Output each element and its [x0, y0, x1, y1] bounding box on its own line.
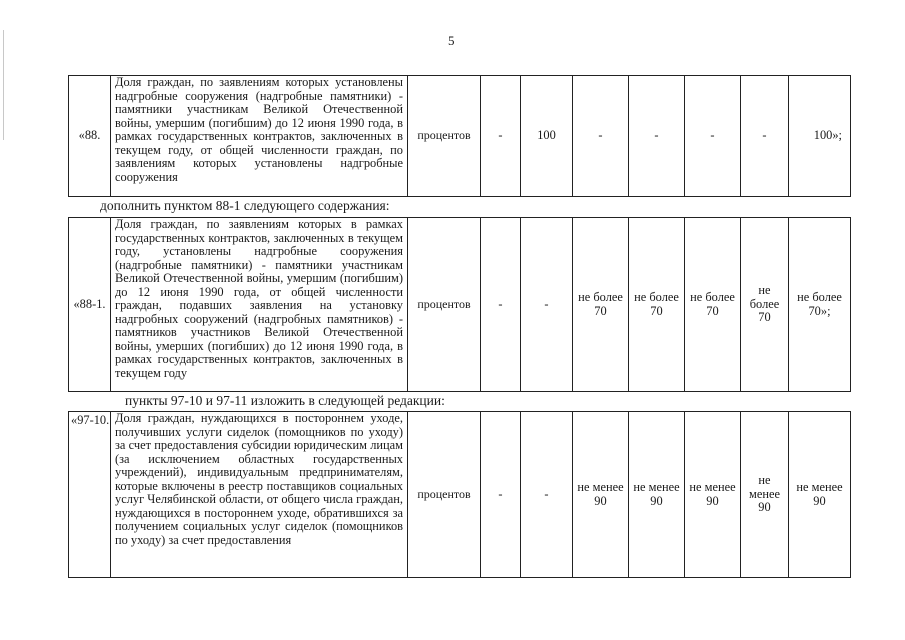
value-cell: -: [481, 412, 521, 578]
instruction-restate-items: пункты 97-10 и 97-11 изложить в следующей редакции:: [125, 393, 445, 408]
table-row: [69, 218, 851, 392]
value-cell: не более 70: [741, 218, 789, 392]
value-cell: не менее 90: [573, 412, 629, 578]
indicator-description: Доля граждан, по заявлениям которых установлены надгробные сооружения (надгробные памятники) - памятники участникам Великой Отечественной войны, умершим (погибшим) до 12 июня 1990 года, в рамках государственных контрактов, заключенных в текущем году, от общей численности граждан, по заявлениям которых установлены надгробные сооружения: [111, 76, 408, 197]
value-cell: 100»;: [789, 76, 851, 197]
value-cell: не более 70: [573, 218, 629, 392]
item-number: «97-10.: [69, 412, 111, 578]
indicator-table-row-88: [68, 75, 851, 197]
value-cell: -: [741, 76, 789, 197]
value-cell: не менее 90: [741, 412, 789, 578]
margin-line: [3, 30, 4, 140]
value-cell: -: [481, 218, 521, 392]
value-cell: не более 70: [629, 218, 685, 392]
instruction-add-item: дополнить пунктом 88-1 следующего содержания:: [100, 198, 390, 213]
indicator-description: Доля граждан, нуждающихся в постороннем уходе, получивших услуги сиделок (помощников по уходу) за счет предоставления субсидии юридическим лицам (за исключением областных государственных учреждений), индивидуальным предпринимателям, которые включены в реестр поставщиков социальных услуг Челябинской области, от общего числа граждан, нуждающихся в постороннем уходе, обратившихся за получением социальных услуг сиделок (помощников по уходу) за счет предоставления: [111, 412, 408, 578]
table-row: [69, 412, 851, 578]
value-cell: -: [521, 218, 573, 392]
indicator-description: Доля граждан, по заявлениям которых в рамках государственных контрактов, заключенных в текущем году, установлены надгробные сооружения (надгробные памятники) - памятники участникам Великой Отечественной войны, умершим (погибшим) до 12 июня 1990 года, от общей численности граждан, подавших заявления на установку надгробных сооружений (надгробных памятников) - памятников участников Великой Отечественной войны, умерших (погибших) до 12 июня 1990 года, в рамках государственных контрактов, заключенных в текущем году: [111, 218, 408, 392]
table-row: [69, 76, 851, 197]
indicator-table-row-88-1: [68, 217, 851, 392]
value-cell: -: [521, 412, 573, 578]
indicator-table-row-97-10: [68, 411, 851, 578]
page-number: 5: [448, 33, 455, 48]
value-cell: -: [481, 76, 521, 197]
item-number: «88-1.: [69, 218, 111, 392]
unit-cell: процентов: [408, 76, 481, 197]
value-cell: -: [573, 76, 629, 197]
value-cell: не менее 90: [629, 412, 685, 578]
value-cell: не более 70»;: [789, 218, 851, 392]
value-cell: 100: [521, 76, 573, 197]
value-cell: не менее 90: [685, 412, 741, 578]
value-cell: не более 70: [685, 218, 741, 392]
unit-cell: процентов: [408, 412, 481, 578]
value-cell: не менее 90: [789, 412, 851, 578]
unit-cell: процентов: [408, 218, 481, 392]
item-number: «88.: [69, 76, 111, 197]
value-cell: -: [685, 76, 741, 197]
value-cell: -: [629, 76, 685, 197]
